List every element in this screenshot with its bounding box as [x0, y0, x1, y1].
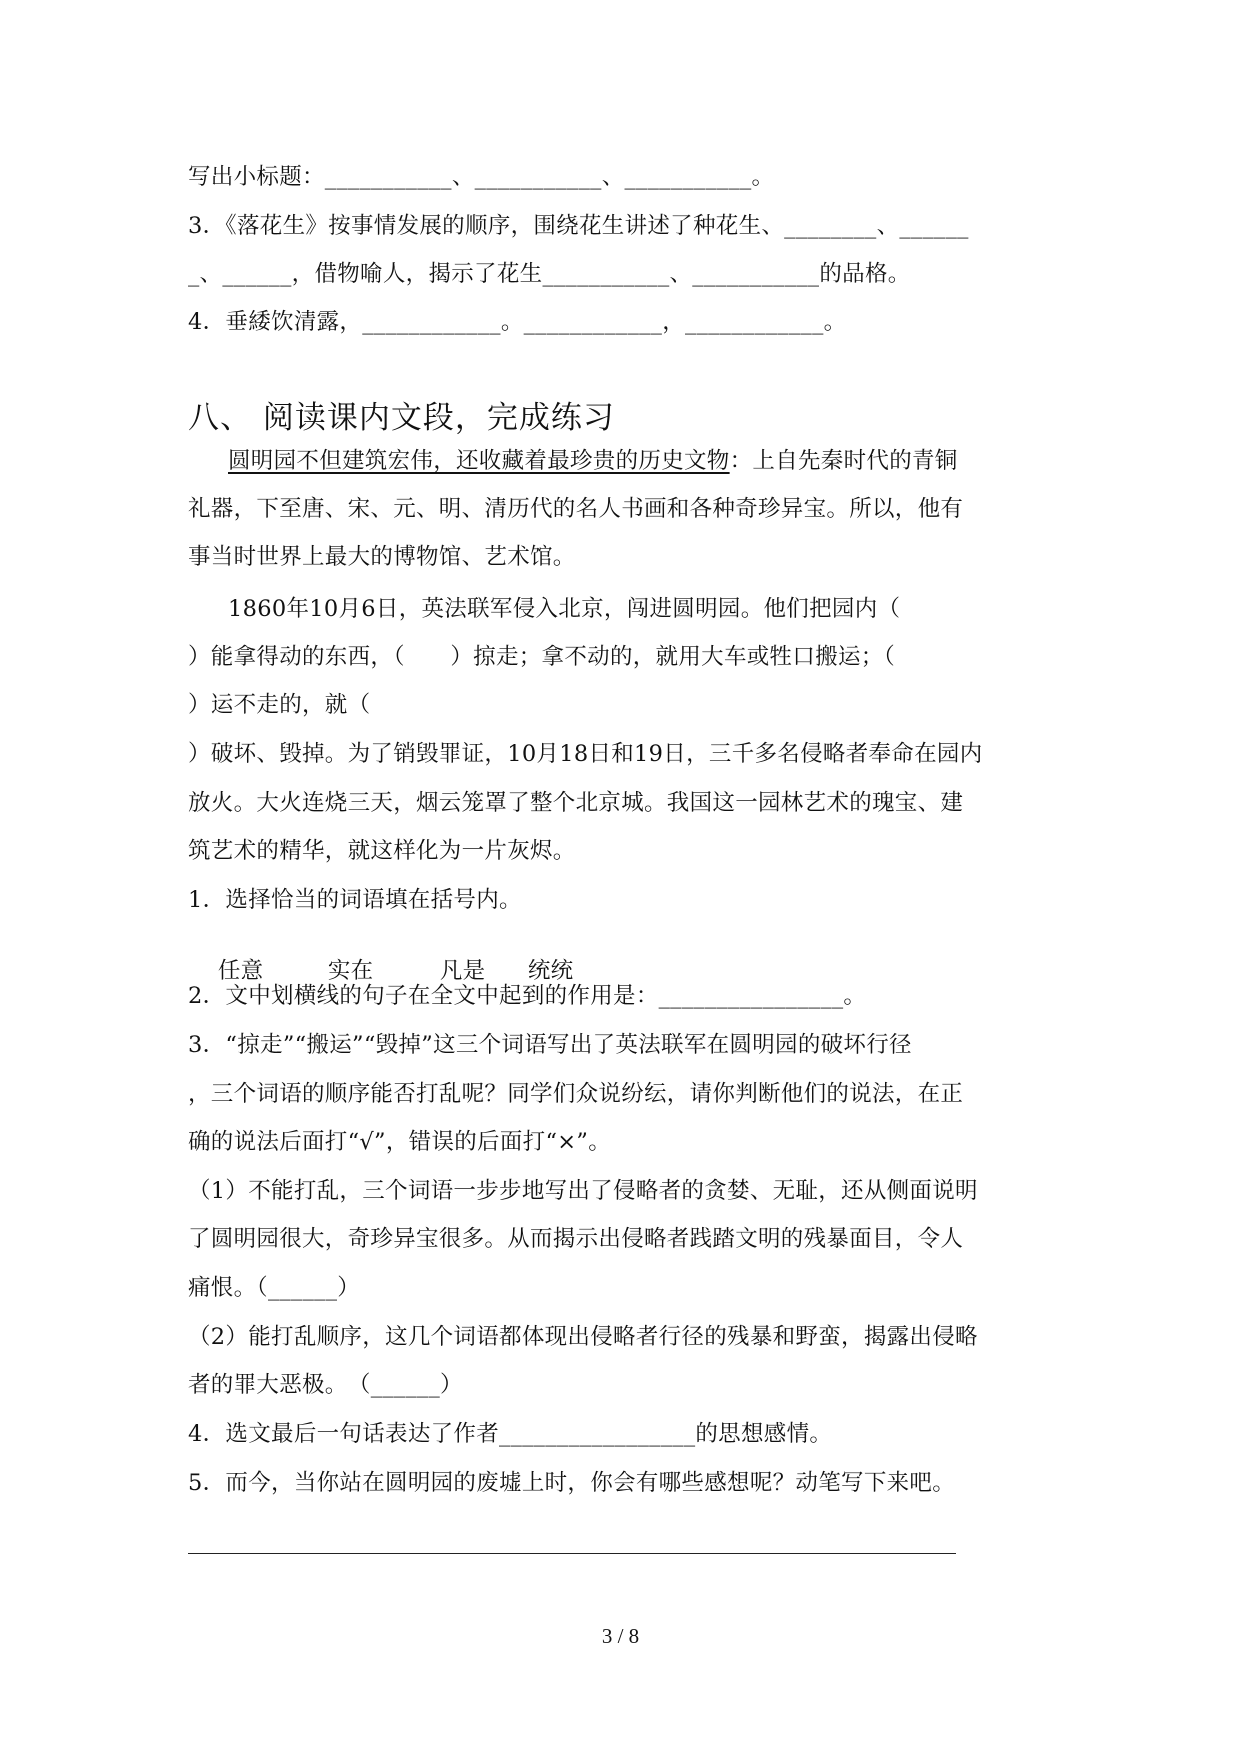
question-3-option-1-line-3: 痛恨。（______）	[188, 1275, 361, 1301]
underlined-sentence: 圆明园不但建筑宏伟，还收藏着最珍贵的历史文物	[228, 448, 730, 474]
passage-text: ：上自先秦时代的青铜	[729, 448, 958, 474]
passage-paragraph-2-line-6: 筑艺术的精华，就这样化为一片灰烬。	[188, 838, 576, 864]
page-number: 3 / 8	[601, 1624, 640, 1648]
passage-paragraph-1-line-1	[228, 450, 1098, 473]
word-choice: 实在	[327, 957, 374, 984]
section-heading: 八、 阅读课内文段，完成练习	[188, 400, 615, 436]
question-3-option-2-line-2: 者的罪大恶极。 （______）	[188, 1372, 463, 1398]
question-3-line-1: 3．《落花生》按事情发展的顺序，围绕花生讲述了种花生、________、______	[188, 213, 969, 239]
question-3-line-2: _、______，借物喻人，揭示了花生___________、___________的品格。	[188, 261, 911, 287]
question-3-option-1-line-1: （1）不能打乱，三个词语一步步地写出了侵略者的贪婪、无耻，还从侧面说明	[188, 1178, 978, 1204]
word-choice: 任意	[217, 957, 264, 984]
question-4: 4．选文最后一句话表达了作者_________________的思想感情。	[188, 1421, 833, 1447]
passage-paragraph-1-line-3: 事当时世界上最大的博物馆、艺术馆。	[188, 544, 576, 570]
subtitle-fill-line: 写出小标题：___________、___________、___________。	[188, 164, 775, 190]
question-3-line-2: ，三个词语的顺序能否打乱呢？同学们众说纷纭，请你判断他们的说法，在正	[188, 1081, 964, 1107]
question-3-line-3: 确的说法后面打“√”，错误的后面打“×”。	[188, 1129, 612, 1155]
question-4-line: 4．垂緌饮清露，____________。____________，____________。	[188, 309, 847, 335]
word-choice: 凡是	[439, 957, 486, 984]
passage-paragraph-2-line-1: 1860年10月6日，英法联军侵入北京，闯进圆明园。他们把园内（	[228, 596, 901, 622]
question-3-line-1: 3．“掠走”“搬运”“毁掉”这三个词语写出了英法联军在圆明园的破坏行径	[188, 1032, 912, 1058]
passage-paragraph-2-line-2: ）能拿得动的东西，（ ）掠走；拿不动的，就用大车或牲口搬运；（	[188, 644, 896, 670]
question-2: 2．文中划横线的句子在全文中起到的作用是：________________。	[188, 983, 867, 1009]
question-1: 1．选择恰当的词语填在括号内。	[188, 887, 522, 913]
question-3-option-2-line-1: （2）能打乱顺序，这几个词语都体现出侵略者行径的残暴和野蛮，揭露出侵略	[188, 1324, 978, 1350]
passage-paragraph-2-line-4: ）破坏、毁掉。为了销毁罪证，10月18日和19日，三千多名侵略者奉命在园内	[188, 741, 983, 767]
question-3-option-1-line-2: 了圆明园很大，奇珍异宝很多。从而揭示出侵略者践踏文明的残暴面目，令人	[188, 1226, 964, 1252]
answer-line	[188, 1553, 956, 1554]
passage-paragraph-2-line-5: 放火。大火连烧三天，烟云笼罩了整个北京城。我国这一园林艺术的瑰宝、建	[188, 790, 964, 816]
passage-paragraph-2-line-3: ）运不走的，就（	[188, 692, 371, 718]
passage-paragraph-1-line-2: 礼器，下至唐、宋、元、明、清历代的名人书画和各种奇珍异宝。所以，他有	[188, 496, 964, 522]
word-choice: 统统	[527, 957, 574, 984]
question-5: 5．而今，当你站在圆明园的废墟上时，你会有哪些感想呢？动笔写下来吧。	[188, 1470, 956, 1496]
